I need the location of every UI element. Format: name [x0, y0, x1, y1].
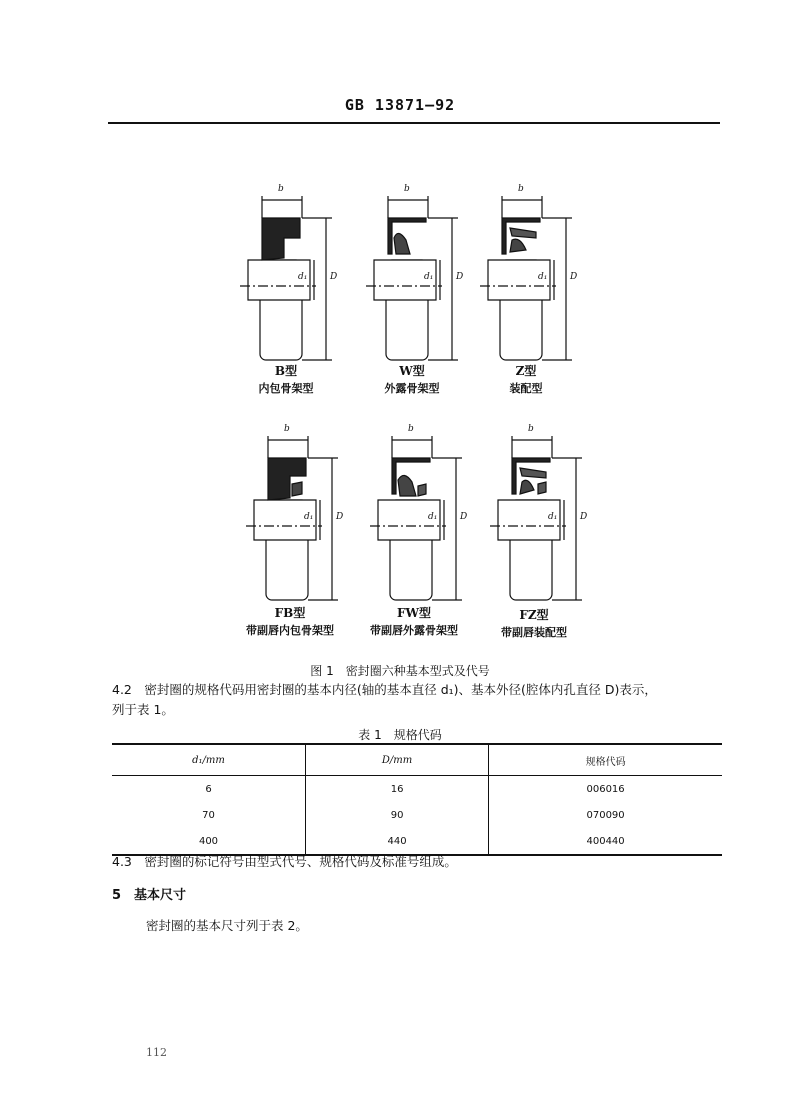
cell-D: 90: [306, 802, 489, 828]
dimension-d1-label: d₁: [304, 512, 314, 522]
dimension-D-label: D: [456, 272, 464, 282]
dimension-b-label: b: [284, 424, 290, 434]
dimension-b-label: b: [278, 184, 284, 194]
figure-code-z: Z型: [515, 364, 537, 378]
spec-code-table: [112, 743, 722, 856]
cell-spec-code: 070090: [489, 802, 722, 828]
cell-D: 16: [306, 776, 489, 803]
column-header-d1: d₁/mm: [112, 744, 306, 776]
table-row: [112, 802, 722, 828]
table-1-title: 表 1 规格代码: [358, 728, 442, 742]
figure-seal-w: [366, 184, 476, 338]
cell-d1: 400: [198, 835, 219, 847]
header-rule: [108, 122, 720, 124]
figure-code-w: W型: [399, 364, 425, 378]
cell-spec-code: 400440: [489, 828, 722, 855]
dimension-b-label: b: [408, 424, 414, 434]
figure-seal-fz: [490, 424, 600, 578]
dimension-D-label: D: [460, 512, 468, 522]
table-row: [112, 776, 722, 803]
figure-seal-fb: [246, 424, 356, 578]
dimension-D-label: D: [330, 272, 338, 282]
cell-d1: 70: [202, 809, 215, 821]
section-5-heading: 5 基本尺寸: [112, 888, 187, 903]
figure-seal-fw: [370, 424, 480, 578]
figure-name-fb: 带副唇内包骨架型: [246, 624, 334, 637]
figure-seal-b: [240, 184, 350, 338]
figure-caption: 图 1 密封圈六种基本型式及代号: [310, 664, 490, 678]
figure-name-fw: 带副唇外露骨架型: [370, 624, 458, 637]
table-header-row: [112, 744, 722, 776]
dimension-d1-label: d₁: [548, 512, 558, 522]
cell-spec-code: 006016: [489, 776, 722, 803]
figure-seal-z: [480, 184, 590, 338]
figure-name-z: 装配型: [509, 382, 543, 395]
dimension-d1-label: d₁: [424, 272, 434, 282]
paragraph-5: 密封圈的基本尺寸列于表 2。: [146, 918, 308, 933]
column-header-D: D/mm: [306, 744, 489, 776]
dimension-b-label: b: [518, 184, 524, 194]
paragraph-4-3: 4.3 密封圈的标记符号由型式代号、规格代码及标准号组成。: [112, 854, 457, 869]
dimension-d1-label: d₁: [428, 512, 438, 522]
table-row: [112, 828, 722, 855]
paragraph-4-2-line1: 4.2 密封圈的规格代码用密封圈的基本内径(轴的基本直径 d₁)、基本外径(腔体内孔直径 D)表示，: [112, 682, 657, 697]
paragraph-4-2-line2: 列于表 1。: [112, 702, 174, 717]
cell-D: 440: [306, 828, 489, 855]
figure-code-b: B型: [274, 364, 298, 378]
figure-code-fb: FB型: [274, 606, 306, 620]
figure-name-fz: 带副唇装配型: [501, 626, 567, 639]
dimension-d1-label: d₁: [538, 272, 548, 282]
figure-name-b: 内包骨架型: [258, 382, 314, 395]
dimension-b-label: b: [404, 184, 410, 194]
column-header-spec-code: 规格代码: [489, 744, 722, 776]
dimension-d1-label: d₁: [298, 272, 308, 282]
figure-code-fw: FW型: [397, 606, 431, 620]
dimension-D-label: D: [336, 512, 344, 522]
standard-header: GB 13871—92: [344, 96, 456, 114]
figure-name-w: 外露骨架型: [384, 382, 440, 395]
dimension-D-label: D: [570, 272, 578, 282]
figure-code-fz: FZ型: [519, 608, 549, 622]
dimension-b-label: b: [528, 424, 534, 434]
dimension-D-label: D: [580, 512, 588, 522]
page-number: 112: [146, 1046, 167, 1059]
cell-d1: 6: [205, 783, 212, 795]
